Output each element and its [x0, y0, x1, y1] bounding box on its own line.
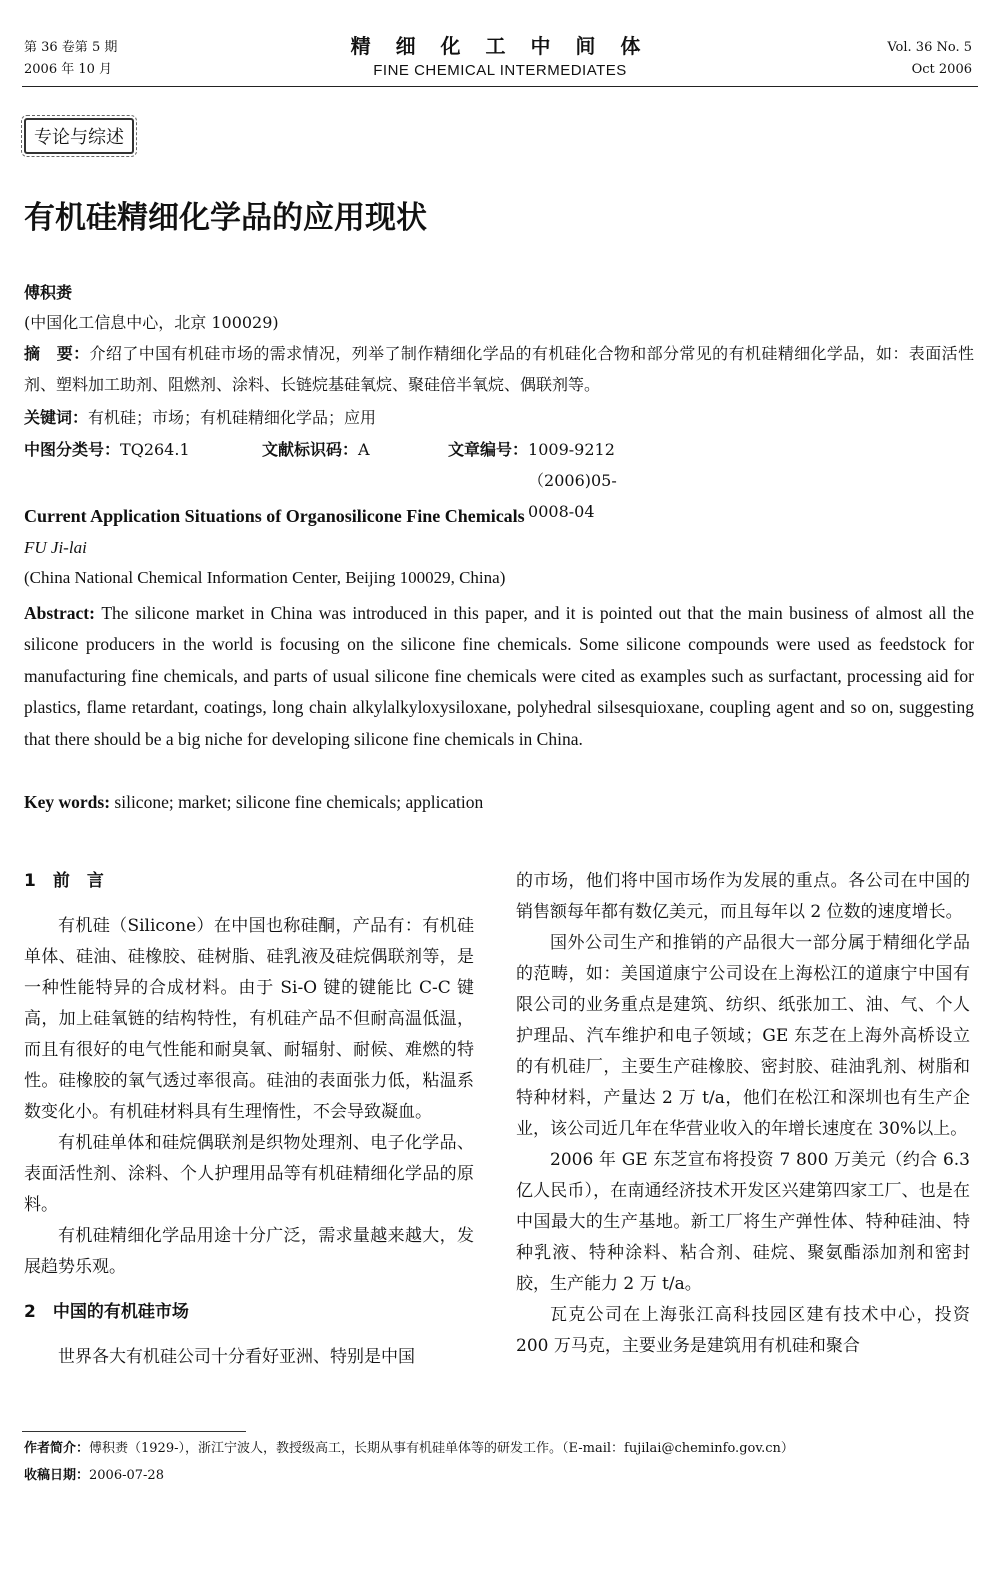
- keywords-cn-text: 有机硅；市场；有机硅精细化学品；应用: [88, 408, 377, 427]
- date-cn: 2006 年 10 月: [24, 62, 113, 77]
- volume-issue-en: Vol. 36 No. 5: [887, 40, 972, 55]
- author-bio-text: 傅积赉（1929-），浙江宁波人，教授级高工，长期从事有机硅单体等的研发工作。（E-mail：fujilai@cheminfo.gov.cn）: [89, 1441, 794, 1456]
- keywords-en-text: silicone; market; silicone fine chemicals; application: [114, 792, 484, 812]
- paragraph: 国外公司生产和推销的产品很大一部分属于精细化学品的范畴，如：美国道康宁公司设在上海松江的道康宁中国有限公司的业务重点是建筑、纺织、纸张加工、油、气、个人护理品、汽车维护和电子领域；GE 东芝在上海外高桥设立的有机硅厂，主要生产硅橡胶、密封胶、硅油乳剂、树脂和特种材料，产量达 2 万 t/a，他们在松江和深圳也有生产企业，该公司近几年在华营业收入的年增长速度在 30%以上。: [516, 933, 970, 1139]
- paragraph: 世界各大有机硅公司十分看好亚洲、特别是中国: [58, 1347, 415, 1367]
- affiliation-en: (China National Chemical Information Center, Beijing 100029, China): [24, 568, 506, 587]
- keywords-en: Key words: silicone; market; silicone fine chemicals; application: [24, 792, 484, 812]
- received-date: [24, 1466, 164, 1486]
- title-en: Current Application Situations of Organosilicone Fine Chemicals: [24, 506, 525, 526]
- journal-name-en: FINE CHEMICAL INTERMEDIATES: [373, 62, 627, 79]
- article-number: 文章编号： 1009-9212（2006)05-0008-04: [448, 440, 617, 521]
- paragraph: 瓦克公司在上海张江高科技园区建有技术中心，投资 200 万马克，主要业务是建筑用有机硅和聚合: [516, 1305, 970, 1356]
- date-en: Oct 2006: [911, 62, 972, 77]
- column-tag: 专论与综述: [24, 118, 134, 154]
- header-divider: [22, 86, 978, 87]
- abstract-en-label: Abstract: [24, 603, 90, 623]
- abstract-cn-label: 摘 要: [24, 344, 74, 363]
- paragraph: 的市场，他们将中国市场作为发展的重点。各公司在中国的销售额每年都有数亿美元，而且每年以 2 位数的速度增长。: [516, 871, 970, 922]
- received-date-label: 收稿日期：: [24, 1468, 90, 1483]
- received-date-text: 2006-07-28: [89, 1468, 164, 1483]
- clc-number: 中图分类号： TQ264.1: [24, 440, 190, 459]
- keywords-cn-label: 关键词: [24, 408, 73, 427]
- paragraph: 有机硅单体和硅烷偶联剂是织物处理剂、电子化学品、表面活性剂、涂料、个人护理用品等有机硅精细化学品的原料。: [24, 1133, 474, 1215]
- author-bio-label: 作者简介：: [24, 1441, 90, 1456]
- keywords-cn: 关键词：有机硅；市场；有机硅精细化学品；应用: [24, 408, 377, 427]
- abstract-cn: 摘 要：介绍了中国有机硅市场的需求情况，列举了制作精细化学品的有机硅化合物和部分常见的有机硅精细化学品，如：表面活性剂、塑料加工助剂、阻燃剂、涂料、长链烷基硅氧烷、聚硅倍半氧烷、偶联剂等。: [24, 344, 974, 394]
- paragraph: 有机硅（Silicone）在中国也称硅酮，产品有：有机硅单体、硅油、硅橡胶、硅树脂、硅乳液及硅烷偶联剂等，是一种性能特异的合成材料。由于 Si-O 键的键能比 C-C 键高，加上硅氧链的结构特性，有机硅产品不但耐高温低温，而且有很好的电气性能和耐臭氧、耐辐射、耐候、难燃的特性。硅橡胶的氧气透过率很高。硅油的表面张力低，粘温系数变化小。有机硅材料具有生理惰性，不会导致凝血。: [24, 916, 474, 1122]
- title-cn: 有机硅精细化学品的应用现状: [24, 200, 427, 236]
- keywords-en-label: Key words: [24, 792, 105, 812]
- abstract-en: Abstract: The silicone market in China was introduced in this paper, and it is pointed out that the main business of almost all the silicone producers in the world is focusing on the silicone fine chemicals. Some silicone compounds were used as feedstock for manufacturing fine chemicals, and parts of usual silicone fine chemicals were cited as examples such as surfactant, processing aid for plastics, flame retardant, coatings, long chain alkylalkyloxysiloxane, polyhedral silsesquioxane, coupling agent and so on, suggesting that there should be a big niche for developing silicone fine chemicals in China.: [24, 603, 974, 749]
- paragraph: 有机硅精细化学品用途十分广泛，需求量越来越大，发展趋势乐观。: [24, 1226, 474, 1277]
- volume-issue-cn: 第 36 卷第 5 期: [24, 40, 118, 55]
- body-column-right: [516, 866, 970, 1362]
- footnote-divider: [22, 1431, 246, 1432]
- journal-name: [0, 30, 1000, 79]
- paragraph: 2006 年 GE 东芝宣布将投资 7 800 万美元（约合 6.3 亿人民币），在南通经济技术开发区兴建第四家工厂、也是在中国最大的生产基地。新工厂将生产弹性体、特种硅油、特种乳液、特种涂料、粘合剂、硅烷、聚氨酯添加剂和密封胶，生产能力 2 万 t/a。: [516, 1150, 970, 1294]
- journal-name-cn: 精 细 化 工 中 间 体: [350, 34, 650, 58]
- affiliation-cn: (中国化工信息中心，北京 100029): [24, 313, 279, 332]
- document-code: 文献标识码： A: [262, 440, 370, 459]
- author-bio: [24, 1439, 794, 1459]
- section-heading-2: 2 中国的有机硅市场: [24, 1302, 189, 1322]
- section-heading-1: 1 前 言: [24, 871, 104, 891]
- running-header-right: [887, 37, 972, 81]
- abstract-cn-text: 介绍了中国有机硅市场的需求情况，列举了制作精细化学品的有机硅化合物和部分常见的有机硅精细化学品，如：表面活性剂、塑料加工助剂、阻燃剂、涂料、长链烷基硅氧烷、聚硅倍半氧烷、偶联剂等。: [24, 344, 974, 394]
- abstract-en-text: The silicone market in China was introduced in this paper, and it is pointed out that the main business of almost all the silicone producers in the world is focusing on the silicone fine chemicals. Some silicone compounds were used as feedstock for manufacturing fine chemicals, and parts of usual silicone fine chemicals were cited as examples such as surfactant, processing aid for plastics, flame retardant, coatings, long chain alkylalkyloxysiloxane, polyhedral silsesquioxane, coupling agent and so on, suggesting that there should be a big niche for developing silicone fine chemicals in China.: [24, 603, 974, 749]
- body-column-left: [24, 866, 474, 1373]
- author-en: FU Ji-lai: [24, 538, 87, 557]
- author-cn: 傅积赉: [24, 283, 73, 302]
